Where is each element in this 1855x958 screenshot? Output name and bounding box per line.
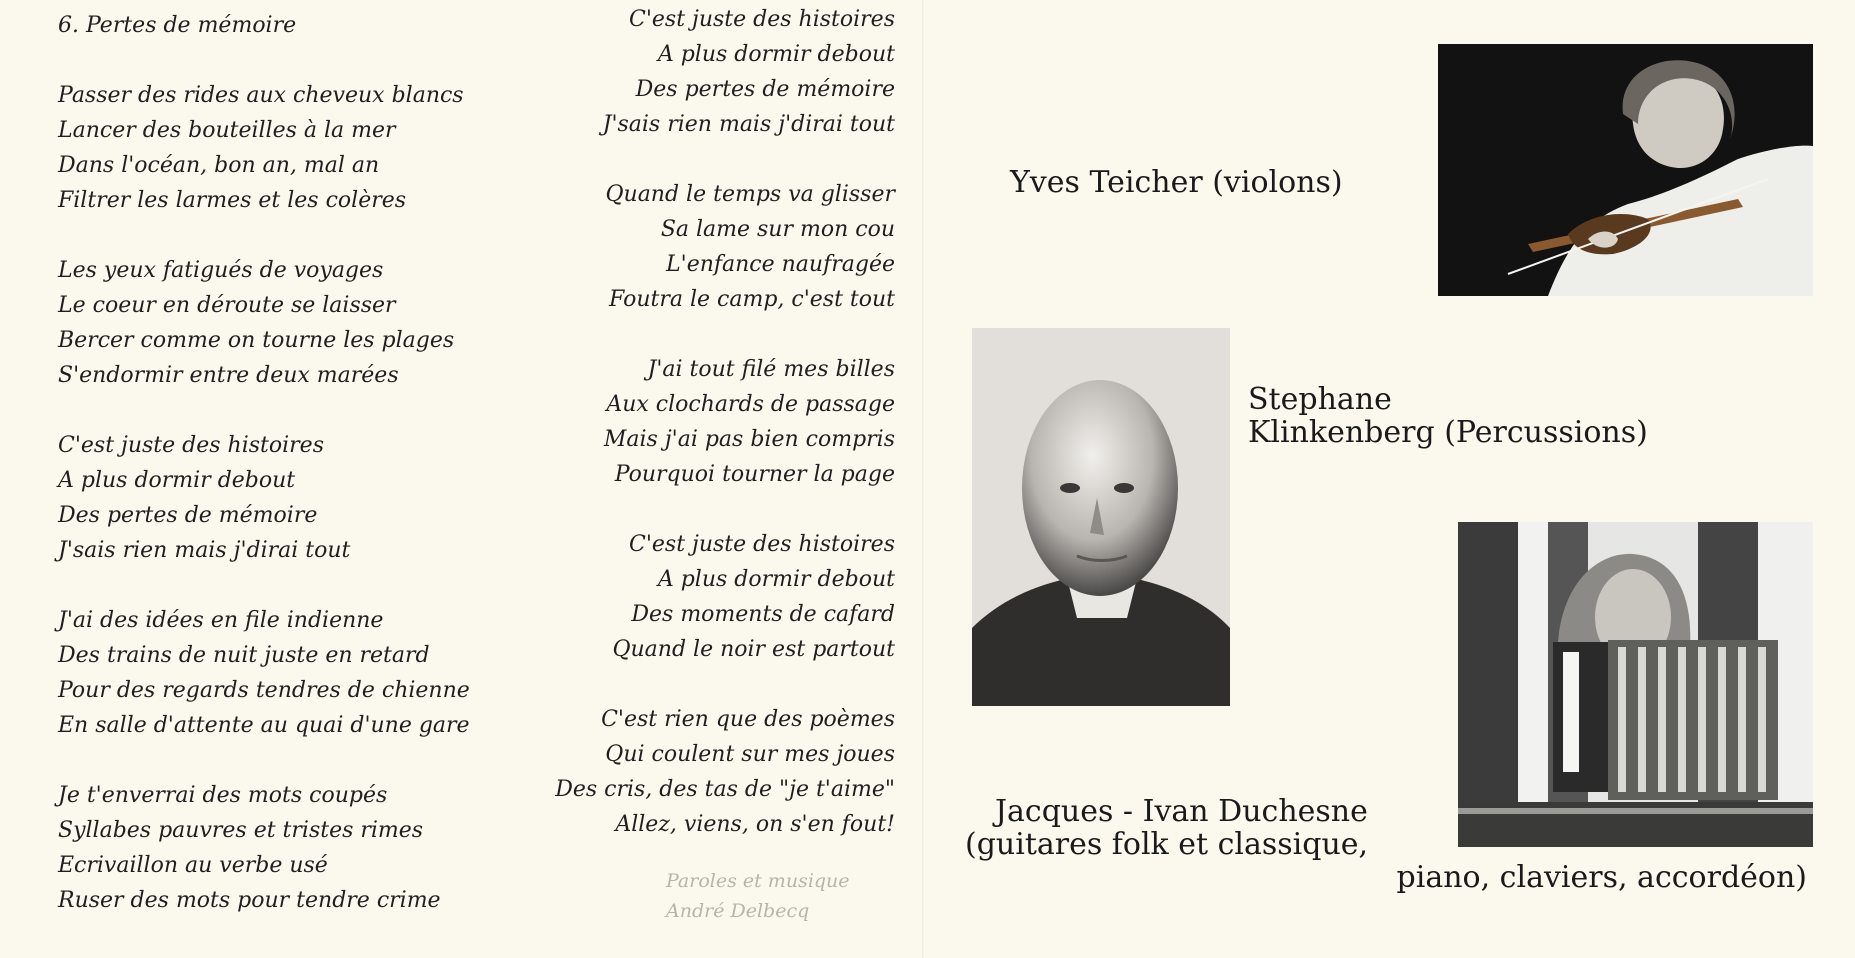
- lyric-line: S'endormir entre deux marées: [58, 363, 399, 388]
- credit-line: Paroles et musique: [666, 870, 850, 892]
- stanza: [58, 8, 528, 43]
- lyric-line: Pourquoi tourner la page: [614, 462, 895, 487]
- lyrics-column-right: [520, 2, 895, 842]
- lyric-line: Dans l'océan, bon an, mal an: [58, 153, 380, 178]
- lyric-line: Sa lame sur mon cou: [660, 217, 895, 242]
- lyric-line: Des trains de nuit juste en retard: [58, 643, 430, 668]
- photo-yves-teicher: [1438, 44, 1813, 296]
- stanza: [520, 527, 895, 667]
- lyric-line: Allez, viens, on s'en fout!: [615, 812, 895, 837]
- lyric-line: Mais j'ai pas bien compris: [603, 427, 895, 452]
- lyric-line: J'ai des idées en file indienne: [58, 608, 384, 633]
- lyric-line: L'enfance naufragée: [666, 252, 895, 277]
- lyric-line: Les yeux fatigués de voyages: [58, 258, 384, 283]
- lyric-line: Ecrivaillon au verbe usé: [58, 853, 328, 878]
- stanza: [58, 253, 528, 393]
- lyric-line: C'est rien que des poèmes: [601, 707, 895, 732]
- lyric-line: Qui coulent sur mes joues: [605, 742, 895, 767]
- credit-author: André Delbecq: [666, 900, 810, 922]
- lyric-line: C'est juste des histoires: [629, 532, 895, 557]
- lyric-line: Des cris, des tas de "je t'aime": [555, 777, 895, 802]
- lyric-line: Ruser des mots pour tendre crime: [58, 888, 441, 913]
- page-fold: [922, 0, 924, 958]
- lyric-line: Quand le noir est partout: [612, 637, 895, 662]
- musician-name-line: Stephane: [1248, 382, 1392, 417]
- stanza: [58, 428, 528, 568]
- musician-role-line: Klinkenberg (Percussions): [1248, 415, 1648, 450]
- lyric-line: Le coeur en déroute se laisser: [58, 293, 396, 318]
- lyric-line: 6. Pertes de mémoire: [58, 13, 297, 38]
- lyric-line: Syllabes pauvres et tristes rimes: [58, 818, 424, 843]
- violinist-illustration: [1438, 44, 1813, 296]
- musician-name-line: Jacques - Ivan Duchesne: [995, 794, 1368, 829]
- lyric-line: J'sais rien mais j'dirai tout: [58, 538, 351, 563]
- stanza: [58, 78, 528, 218]
- lyric-line: Des pertes de mémoire: [635, 77, 895, 102]
- musician-role-line: (guitares folk et classique,: [965, 827, 1369, 862]
- lyric-line: A plus dormir debout: [657, 567, 895, 592]
- lyric-line: Des pertes de mémoire: [58, 503, 318, 528]
- lyric-line: Bercer comme on tourne les plages: [58, 328, 455, 353]
- lyric-line: Aux clochards de passage: [606, 392, 895, 417]
- portrait-illustration: [972, 328, 1230, 706]
- song-credit: [666, 866, 850, 926]
- musician-role-line: piano, claviers, accordéon): [1396, 860, 1807, 895]
- lyric-line: Je t'enverrai des mots coupés: [58, 783, 388, 808]
- lyric-line: Passer des rides aux cheveux blancs: [58, 83, 464, 108]
- lyric-line: Des moments de cafard: [631, 602, 895, 627]
- lyric-line: A plus dormir debout: [58, 468, 296, 493]
- lyric-line: Quand le temps va glisser: [605, 182, 895, 207]
- lyric-line: Lancer des bouteilles à la mer: [58, 118, 396, 143]
- photo-stephane-klinkenberg: [972, 328, 1230, 706]
- lyric-line: C'est juste des histoires: [58, 433, 324, 458]
- stanza: [520, 2, 895, 142]
- lyric-line: Filtrer les larmes et les colères: [58, 188, 407, 213]
- lyric-line: J'sais rien mais j'dirai tout: [602, 112, 895, 137]
- stanza: [58, 603, 528, 743]
- musician-yves-teicher: Yves Teicher (violons): [1010, 165, 1343, 200]
- lyric-line: J'ai tout filé mes billes: [647, 357, 895, 382]
- stanza: [520, 177, 895, 317]
- musician-jacques-ivan-duchesne: [965, 795, 1807, 894]
- stanza: [520, 702, 895, 842]
- lyric-line: En salle d'attente au quai d'une gare: [58, 713, 470, 738]
- lyric-line: Foutra le camp, c'est tout: [609, 287, 895, 312]
- lyric-line: C'est juste des histoires: [629, 7, 895, 32]
- lyric-line: A plus dormir debout: [657, 42, 895, 67]
- lyric-line: Pour des regards tendres de chienne: [58, 678, 470, 703]
- musician-stephane-klinkenberg: [1248, 383, 1648, 449]
- stanza: [58, 778, 528, 918]
- lyrics-column-left: [58, 8, 528, 918]
- stanza: [520, 352, 895, 492]
